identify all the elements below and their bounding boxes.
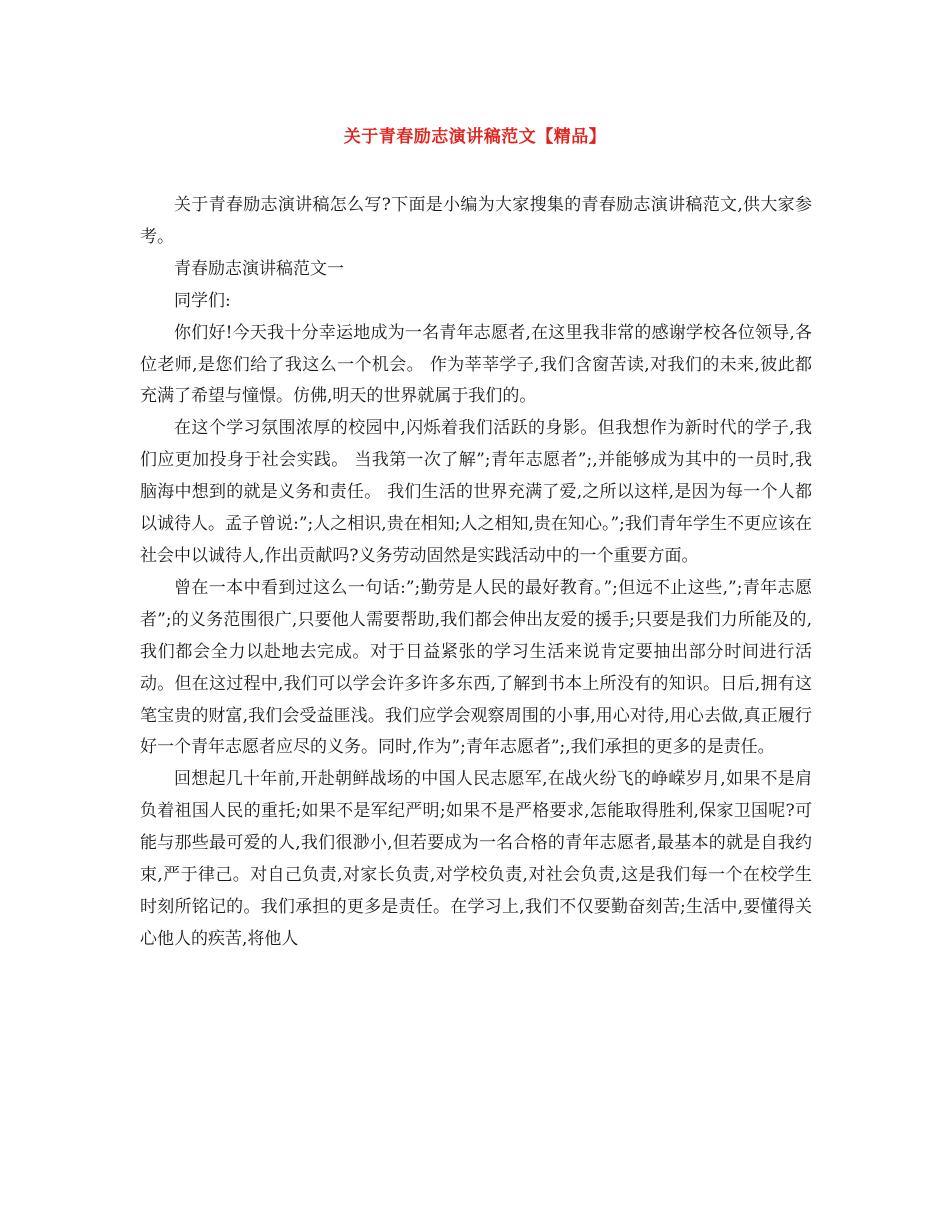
document-body	[140, 190, 812, 956]
paragraph-body-3: 曾在一本中看到过这么一句话:”;勤劳是人民的最好教育。”;但远不止这些,”;青年志愿者”;的义务范围很广,只要他人需要帮助,我们都会伸出友爱的援手;只要是我们力所能及的,我们都会全力以赴地去完成。对于日益紧张的学习生活来说肯定要抽出部分时间进行活动。但在这过程中,我们可以学会许多许多东西,了解到书本上所没有的知识。日后,拥有这笔宝贵的财富,我们会受益匪浅。我们应学会观察周围的小事,用心对待,用心去做,真正履行好一个青年志愿者应尽的义务。同时,作为”;青年志愿者”;,我们承担的更多的是责任。	[140, 577, 812, 758]
paragraph-body-1: 你们好!今天我十分幸运地成为一名青年志愿者,在这里我非常的感谢学校各位领导,各位老师,是您们给了我这么一个机会。 作为莘莘学子,我们含窗苦读,对我们的未来,彼此都充满了希望与憧憬。仿佛,明天的世界就属于我们的。	[140, 322, 812, 407]
paragraph-body-4: 回想起几十年前,开赴朝鲜战场的中国人民志愿军,在战火纷飞的峥嵘岁月,如果不是肩负着祖国人民的重托;如果不是军纪严明;如果不是严格要求,怎能取得胜利,保家卫国呢?可能与那些最可爱的人,我们很渺小,但若要成为一名合格的青年志愿者,最基本的就是自我约束,严于律己。对自己负责,对家长负责,对学校负责,对社会负责,这是我们每一个在校学生时刻所铭记的。我们承担的更多是责任。在学习上,我们不仅要勤奋刻苦;生活中,要懂得关心他人的疾苦,将他人	[140, 769, 812, 949]
document-title: 关于青春励志演讲稿范文【精品】	[343, 127, 607, 147]
paragraph-salutation: 同学们:	[174, 290, 231, 311]
paragraph-heading: 青春励志演讲稿范文一	[174, 258, 344, 279]
paragraph-intro: 关于青春励志演讲稿怎么写?下面是小编为大家搜集的青春励志演讲稿范文,供大家参考。	[140, 195, 812, 247]
paragraph-body-2: 在这个学习氛围浓厚的校园中,闪烁着我们活跃的身影。但我想作为新时代的学子,我们应更加投身于社会实践。 当我第一次了解”;青年志愿者”;,并能够成为其中的一员时,我脑海中想到的就是义务和责任。 我们生活的世界充满了爱,之所以这样,是因为每一个人都以诚待人。孟子曾说:”;人之相识,贵在相知;人之相知,贵在知心。”;我们青年学生不更应该在社会中以诚待人,作出贡献吗?义务劳动固然是实践活动中的一个重要方面。	[140, 418, 812, 566]
